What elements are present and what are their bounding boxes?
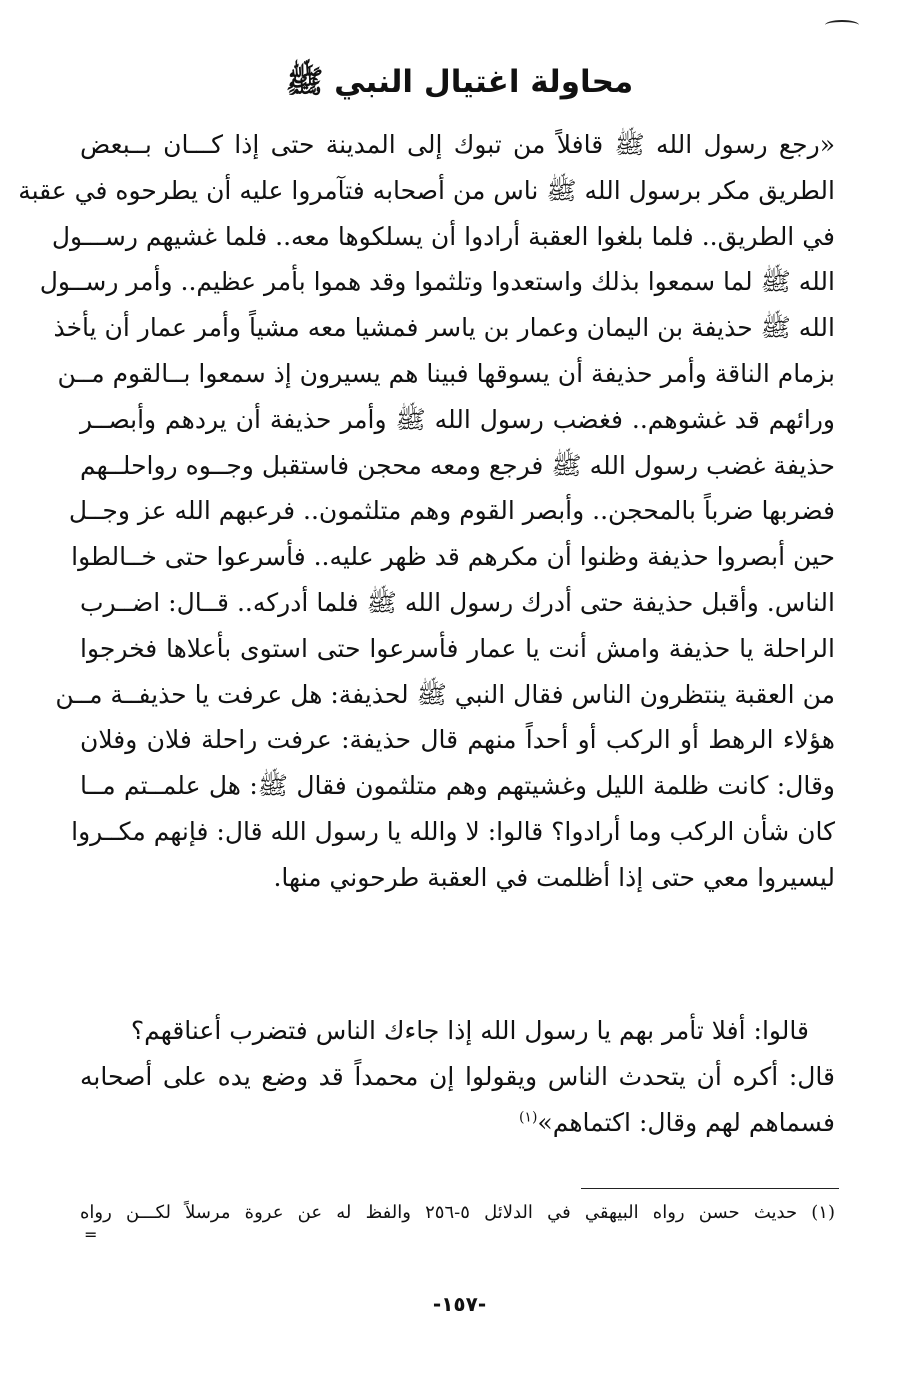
text-line: حذيفة غضب رسول الله ﷺ فرجع ومعه محجن فاستقبل وجــوه رواحلــهم <box>80 450 835 480</box>
text-line: الله ﷺ حذيفة بن اليمان وعمار بن ياسر فمشيا معه مشياً وأمر عمار أن يأخذ <box>53 313 835 343</box>
paragraph-1 <box>18 122 835 901</box>
text-line: الراحلة يا حذيفة وامش أنت يا عمار فأسرعوا حتى استوى بأعلاها فخرجوا <box>80 633 835 663</box>
footnote-divider <box>581 1188 839 1189</box>
text-line: في الطريق.. فلما بلغوا العقبة أرادوا أن يسلكوها معه.. فلما غشيهم رســـول <box>51 221 835 251</box>
text-line: قالوا: أفلا تأمر بهم يا رسول الله إذا جاءك الناس فتضرب أعناقهم؟ <box>130 1016 809 1045</box>
text-line-with-footnote-ref <box>80 1100 835 1146</box>
text-line: «رجع رسول الله ﷺ قافلاً من تبوك إلى المدينة حتى إذا كـــان بــبعض <box>80 130 835 159</box>
text-line: حين أبصروا حذيفة وظنوا أن مكرهم قد ظهر عليه.. فأسرعوا حتى خــالطوا <box>71 542 835 572</box>
text-line: الله ﷺ لما سمعوا بذلك واستعدوا وتلثموا وقد هموا بأمر عظيم.. وأمر رســول <box>39 267 835 297</box>
footnote-reference[interactable]: (١) <box>518 1109 538 1126</box>
text-line: فضربها ضرباً بالمحجن.. وأبصر القوم وهم متلثمون.. فرعبهم الله عز وجــل <box>68 496 835 526</box>
text-line: كان شأن الركب وما أرادوا؟ قالوا: لا والله يا رسول الله قال: فإنهم مكــروا <box>71 816 835 846</box>
text-line: وقال: كانت ظلمة الليل وغشيتهم وهم متلثمون فقال ﷺ: هل علمــتم مــا <box>80 771 835 801</box>
text-line: ورائهم قد غشوهم.. فغضب رسول الله ﷺ وأمر حذيفة أن يردهم وأبصــر <box>80 404 835 434</box>
footnote-continuation-mark: = <box>84 1225 98 1244</box>
text-line: بزمام الناقة وأمر حذيفة أن يسوقها فبينا هم يسيرون إذ سمعوا بــالقوم مــن <box>57 358 835 388</box>
text-line: ليسيروا معي حتى إذا أظلمت في العقبة طرحوني منها. <box>273 862 835 892</box>
text-line: الناس. وأقبل حذيفة حتى أدرك رسول الله ﷺ فلما أدركه.. قــال: اضــرب <box>80 587 835 617</box>
page-title: محاولة اغتيال النبي ﷺ <box>285 64 634 100</box>
footnote-text: (١) حديث حسن رواه البيهقي في الدلائل ٥-٢٥٦ والفظ له عن عروة مرسلاً لكـــن رواه <box>80 1202 835 1223</box>
text-line: فسماهم لهم وقال: اكتماهم» <box>537 1107 835 1137</box>
text-line: الطريق مكر برسول الله ﷺ ناس من أصحابه فتآمروا عليه أن يطرحوه في عقبة <box>18 175 835 205</box>
corner-mark <box>825 20 859 30</box>
text-line: قال: أكره أن يتحدث الناس ويقولوا إن محمداً قد وضع يده على أصحابه <box>80 1061 835 1091</box>
page-number: -١٥٧- <box>432 1292 487 1316</box>
text-line: هؤلاء الرهط أو الركب أو أحداً منهم قال حذيفة: عرفت راحلة فلان وفلان <box>80 725 835 755</box>
text-line: من العقبة ينتظرون الناس فقال النبي ﷺ لحذيفة: هل عرفت يا حذيفــة مــن <box>55 679 835 709</box>
paragraph-2 <box>80 1008 835 1145</box>
